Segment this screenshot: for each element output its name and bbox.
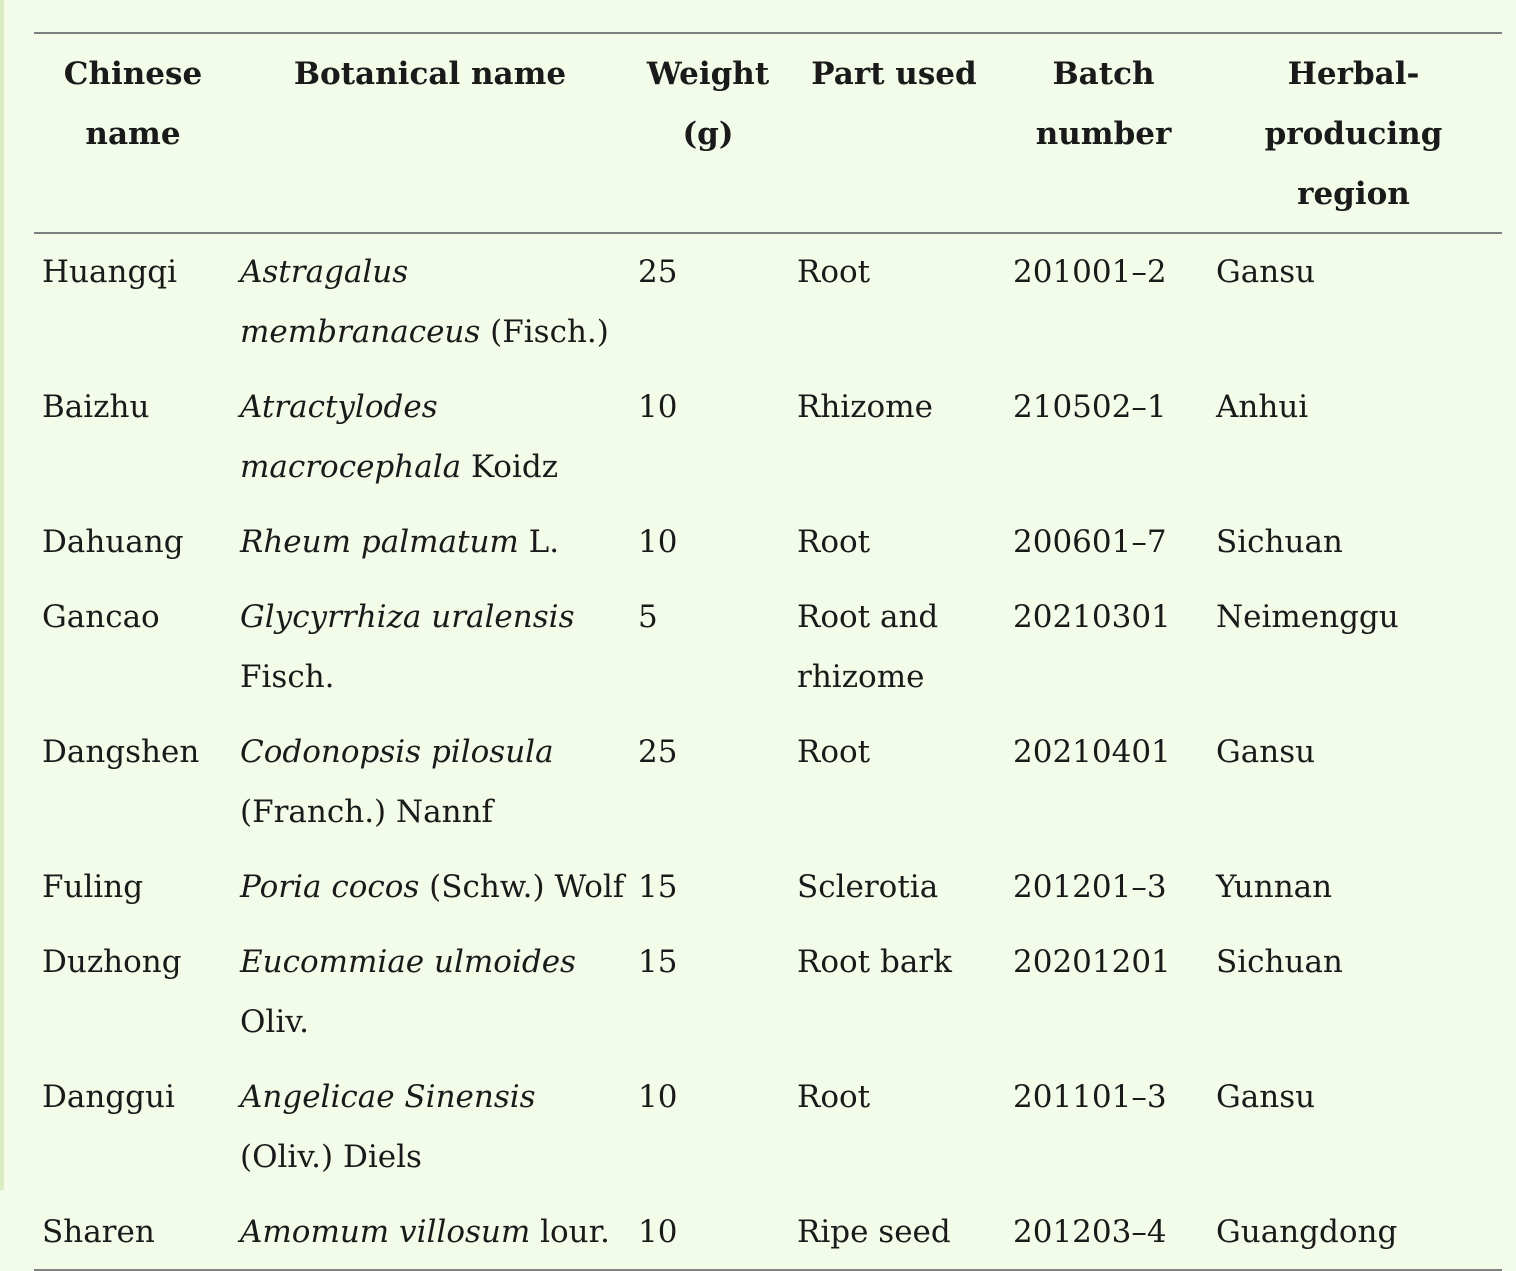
cell-weight: 10 — [638, 1079, 678, 1115]
cell-weight: 25 — [638, 254, 678, 290]
cell-botanical-name — [232, 849, 628, 924]
cell-producing-region: Gansu — [1216, 254, 1316, 290]
botanical-genus-species: Poria cocos — [240, 869, 420, 905]
cell-part-used: Root and rhizome — [797, 599, 939, 695]
botanical-authority: (Franch.) Nannf — [240, 794, 494, 830]
botanical-authority: (Oliv.) Diels — [240, 1139, 422, 1175]
botanical-authority: (Schw.) Wolf — [419, 869, 625, 905]
cell-chinese-name: Duzhong — [42, 944, 182, 980]
cell-chinese-name: Dangshen — [42, 734, 200, 770]
cell-botanical-name — [232, 714, 628, 849]
header-botanical-name: Botanical name — [293, 56, 567, 92]
cell-botanical-name — [232, 369, 628, 504]
cell-batch-number: 200601–7 — [1013, 524, 1167, 560]
cell-botanical-name — [232, 233, 628, 369]
cell-batch-number: 201101–3 — [1013, 1079, 1167, 1115]
cell-batch-number: 201201–3 — [1013, 869, 1167, 905]
cell-producing-region: Sichuan — [1216, 944, 1343, 980]
botanical-genus-species: Astragalus membranaceus — [240, 254, 481, 350]
cell-part-used: Rhizome — [797, 389, 933, 425]
cell-batch-number: 201203–4 — [1013, 1214, 1167, 1250]
cell-chinese-name: Huangqi — [42, 254, 178, 290]
cell-part-used: Root — [797, 734, 871, 770]
cell-batch-number: 201001–2 — [1013, 254, 1167, 290]
botanical-genus-species: Rheum palmatum — [240, 524, 519, 560]
botanical-authority: (Fisch.) — [480, 314, 609, 350]
header-part-used: Part used — [811, 56, 977, 92]
botanical-genus-species: Angelicae Sinensis — [240, 1079, 536, 1115]
cell-chinese-name: Gancao — [42, 599, 160, 635]
cell-chinese-name: Sharen — [42, 1214, 155, 1250]
cell-weight: 5 — [638, 599, 658, 635]
cell-batch-number: 20210401 — [1013, 734, 1171, 770]
cell-botanical-name — [232, 579, 628, 714]
cell-part-used: Sclerotia — [797, 869, 939, 905]
header-batch-number: Batch number — [1035, 56, 1172, 152]
cell-chinese-name: Dahuang — [42, 524, 184, 560]
botanical-genus-species: Atractylodes macrocephala — [240, 389, 462, 485]
cell-chinese-name: Baizhu — [42, 389, 150, 425]
cell-producing-region: Neimenggu — [1216, 599, 1399, 635]
table-row — [34, 233, 1502, 369]
table-row — [34, 849, 1502, 924]
header-weight: Weight (g) — [646, 56, 770, 152]
table-row — [34, 1059, 1502, 1194]
cell-weight: 15 — [638, 869, 678, 905]
cell-botanical-name — [232, 504, 628, 579]
cell-weight: 15 — [638, 944, 678, 980]
cell-producing-region: Yunnan — [1216, 869, 1333, 905]
cell-botanical-name — [232, 1059, 628, 1194]
cell-part-used: Ripe seed — [797, 1214, 951, 1250]
botanical-genus-species: Eucommiae ulmoides — [240, 944, 576, 980]
botanical-genus-species: Glycyrrhiza uralensis — [240, 599, 575, 635]
cell-batch-number: 20201201 — [1013, 944, 1171, 980]
botanical-authority: lour. — [530, 1214, 610, 1250]
cell-producing-region: Guangdong — [1216, 1214, 1398, 1250]
botanical-authority: Oliv. — [240, 1004, 309, 1040]
table-row — [34, 369, 1502, 504]
cell-part-used: Root — [797, 524, 871, 560]
cell-botanical-name — [232, 924, 628, 1059]
header-producing-region: Herbal-producing region — [1264, 56, 1443, 212]
cell-batch-number: 210502–1 — [1013, 389, 1167, 425]
cell-part-used: Root — [797, 254, 871, 290]
table-row — [34, 504, 1502, 579]
cell-producing-region: Anhui — [1216, 389, 1309, 425]
page-left-border — [0, 0, 4, 1190]
table-row — [34, 714, 1502, 849]
cell-chinese-name: Danggui — [42, 1079, 175, 1115]
cell-weight: 25 — [638, 734, 678, 770]
cell-chinese-name: Fuling — [42, 869, 144, 905]
botanical-authority: L. — [518, 524, 560, 560]
cell-weight: 10 — [638, 389, 678, 425]
cell-weight: 10 — [638, 524, 678, 560]
botanical-genus-species: Codonopsis pilosula — [240, 734, 554, 770]
botanical-authority: Koidz — [461, 449, 559, 485]
botanical-genus-species: Amomum villosum — [240, 1214, 531, 1250]
table-row — [34, 579, 1502, 714]
botanical-authority: Fisch. — [240, 659, 335, 695]
header-chinese-name: Chinese name — [63, 56, 203, 152]
cell-part-used: Root bark — [797, 944, 952, 980]
table-header-row — [34, 33, 1502, 233]
cell-batch-number: 20210301 — [1013, 599, 1171, 635]
cell-producing-region: Sichuan — [1216, 524, 1343, 560]
table-row — [34, 1194, 1502, 1270]
cell-botanical-name — [232, 1194, 628, 1270]
cell-producing-region: Gansu — [1216, 1079, 1316, 1115]
cell-weight: 10 — [638, 1214, 678, 1250]
cell-part-used: Root — [797, 1079, 871, 1115]
table-row — [34, 924, 1502, 1059]
herbal-composition-table — [34, 32, 1502, 1271]
cell-producing-region: Gansu — [1216, 734, 1316, 770]
